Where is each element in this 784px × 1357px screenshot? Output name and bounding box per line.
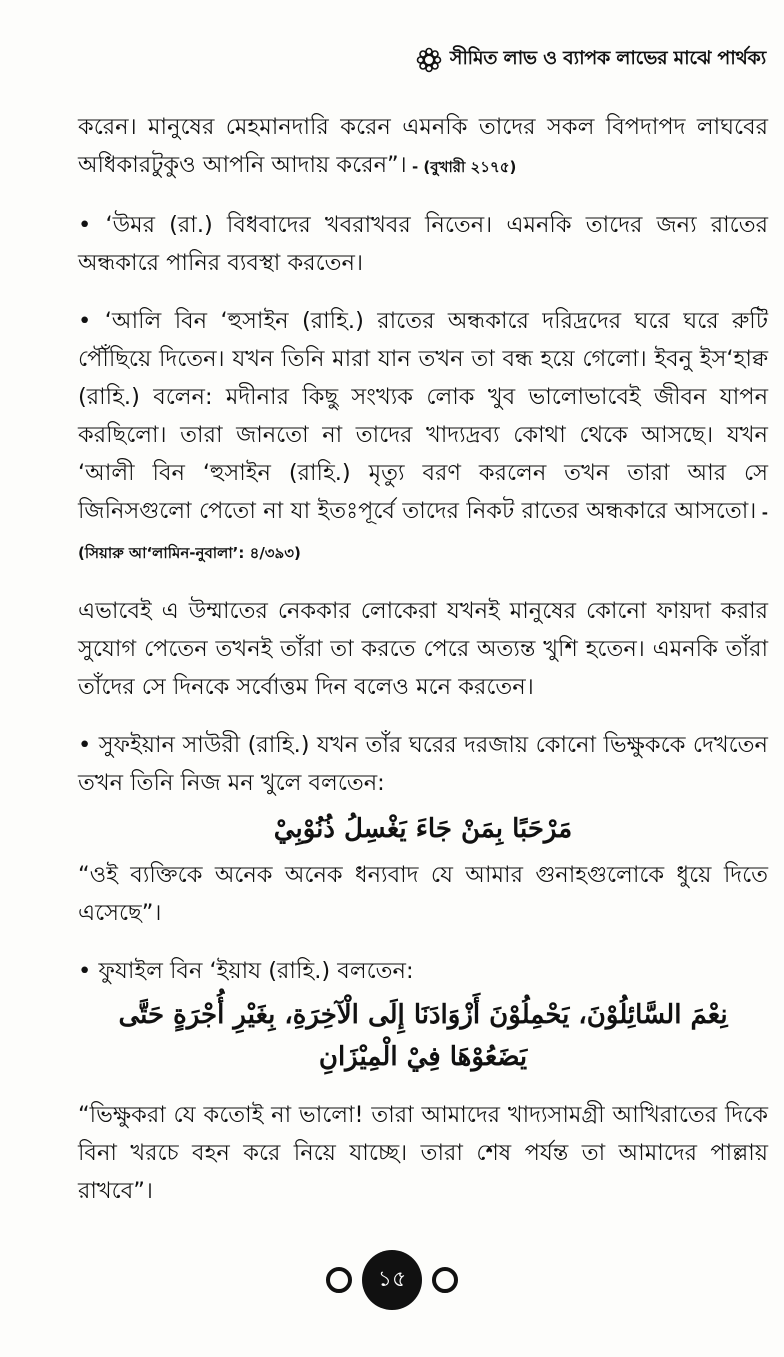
page-body: [78, 108, 768, 1210]
right-ring-icon: [432, 1267, 458, 1293]
header-title: সীমিত লাভ ও ব্যাপক লাভের মাঝে পার্থক্য: [449, 47, 766, 69]
bullet-sufyan: • সুফইয়ান সাউরী (রাহি.) যখন তাঁর ঘরের দরজায় কোনো ভিক্ষুককে দেখতেন তখন তিনি নিজ মন খুলে বলতেন:: [78, 726, 768, 802]
arabic-quote-1: مَرْحَبًا بِمَنْ جَاءَ يَغْسِلُ ذُنُوْبِيْ: [273, 814, 573, 844]
citation: - (সিয়ারু আ‘লামিন-নুবালা’: ৪/৩৯৩): [78, 504, 769, 562]
translation-1: “ওই ব্যক্তিকে অনেক অনেক ধন্যবাদ যে আমার গুনাহগুলোকে ধুয়ে দিতে এসেছে”।: [78, 862, 768, 926]
bullet-umar: • ‘উমর (রা.) বিধবাদের খবরাখবর নিতেন। এমনকি তাদের জন্য রাতের অন্ধকারে পানির ব্যবস্থা করতেন।: [78, 206, 768, 282]
left-ring-icon: [326, 1267, 352, 1293]
flower-ornament-icon: [416, 47, 442, 73]
page-number: ১৫: [362, 1250, 422, 1310]
arabic-quote-2: نِعْمَ السَّائِلُوْنَ، يَحْمِلُوْنَ أَزْوَادَنَا إِلَى الْآخِرَةِ، بِغَيْرِ أُجْرَةٍ حَتَّى يَضَعُوْهَا فِيْ الْمِيْزَانِ: [118, 1000, 728, 1072]
bullet-ali-bin-husain: • ‘আলি বিন ‘হুসাইন (রাহি.) রাতের অন্ধকারে দরিদ্রদের ঘরে ঘরে রুটি পৌঁছিয়ে দিতেন। যখন তিনি মারা যান তখন তা বন্ধ হয়ে গেলো। ইবনু ইস‘হাক্ব (রাহি.) বলেন: মদীনার কিছু সংখ্যক লোক খুব ভালোভাবেই জীবন যাপন করছিলো। তারা জানতো না তাদের খাদ্যদ্রব্য কোথা থেকে আসছে। যখন ‘আলী বিন ‘হুসাইন (রাহি.) মৃত্যু বরণ করলেন তখন তারা আর সে জিনিসগুলো পেতো না যা ইতঃপূর্বে তাদের নিকট রাতের অন্ধকারে আসতো। - (সিয়ারু আ‘লামিন-নুবালা’: ৪/৩৯৩): [78, 302, 768, 572]
translation-2: “ভিক্ষুকরা যে কতোই না ভালো! তারা আমাদের খাদ্যসামগ্রী আখিরাতের দিকে বিনা খরচে বহন করে নিয়ে যাচ্ছে। তারা শেষ পর্যন্ত তা আমাদের পাল্লায় রাখবে”।: [78, 1102, 768, 1204]
citation: - (বুখারী ২১৭৫): [406, 158, 517, 176]
page-footer: [0, 1250, 784, 1310]
bullet-fudail: • ফুযাইল বিন ‘ইয়ায (রাহি.) বলতেন:: [78, 952, 768, 990]
paragraph-1: করেন। মানুষের মেহমানদারি করেন এমনকি তাদের সকল বিপদাপদ লাঘবের অধিকারটুকুও আপনি আদায় করেন”। - (বুখারী ২১৭৫): [78, 114, 768, 178]
paragraph-righteous: এভাবেই এ উম্মাতের নেককার লোকেরা যখনই মানুষের কোনো ফায়দা করার সুযোগ পেতেন তখনই তাঁরা তা করতে পেরে অত্যন্ত খুশি হতেন। এমনকি তাঁরা তাঁদের সে দিনকে সর্বোত্তম দিন বলেও মনে করতেন।: [78, 598, 768, 700]
running-header: [416, 44, 766, 76]
